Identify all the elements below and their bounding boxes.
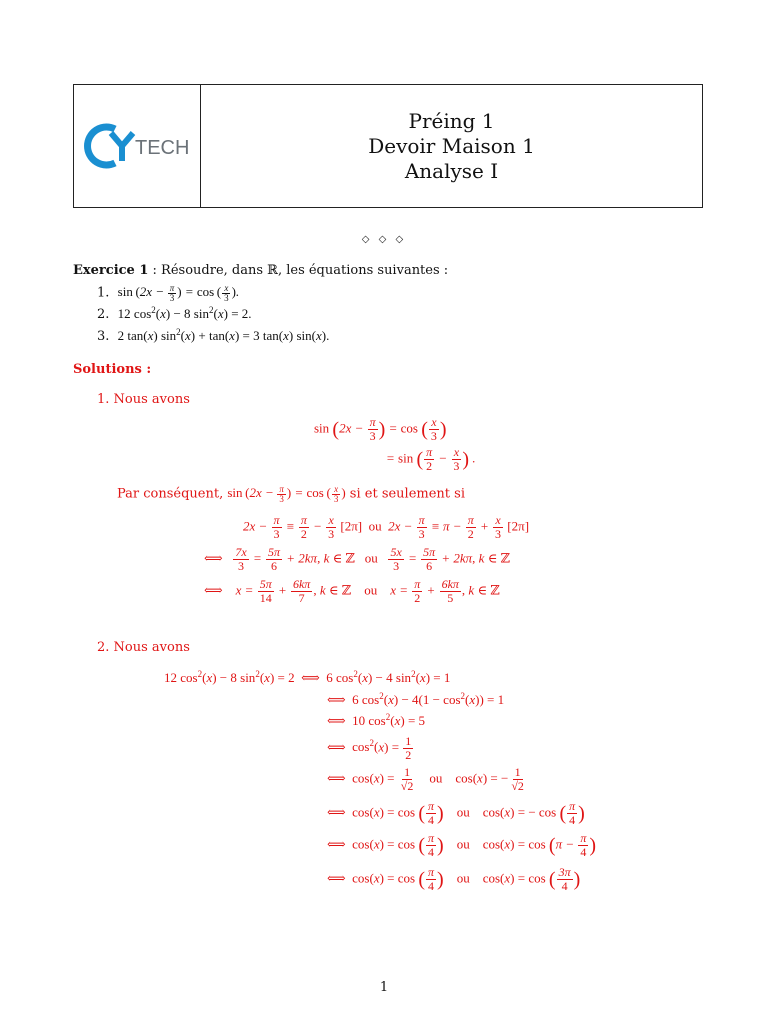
s1-consequence: Par conséquent, sin (2x − $\frac{\pi}{3}$ ) = cos ( $\frac{x}{3}$ ) si et seulement si xyxy=(117,484,465,504)
exercise-statement xyxy=(73,263,448,278)
s2-step-1: 12 $\cos^2(x) - 8$ $\sin^2(x) = 2$ ⟺ 6 $\cos^2(x) - 4$ $\sin^2(x) = 1$ xyxy=(164,669,451,685)
s2-step-2: ⟺ 6 $\cos^2(x) - 4(1 - \cos^2(x)) = 1$ xyxy=(327,691,505,707)
logo-tech-text: TECH xyxy=(135,137,190,159)
s2-step-3: ⟺ 10 $\cos^2(x) = 5$ xyxy=(327,712,426,728)
title-line-2: Devoir Maison 1 xyxy=(368,133,535,158)
separator: ◇ ◇ ◇ xyxy=(361,234,407,245)
logo-cell xyxy=(74,85,201,207)
s1-eq-line1: sin (2x − $\frac{\pi}{3}$ ) = cos ( $\frac{x}{3}$ ) xyxy=(314,415,447,443)
s2-step-4: ⟺ $\cos^2(x)$ = $\frac{1}{2}$ xyxy=(327,734,412,762)
s1-equivalence-line: ⟺ $\frac{7x}{3}$ = $\frac{5\pi}{6}$ + 2kπ, k ∈ ℤ ou $\frac{5x}{3}$ = $\frac{5\pi}{6}$ + 2kπ, k ∈ ℤ xyxy=(204,545,511,573)
s2-step-5: ⟺ cos(x) = $\frac{1}{√2}$ ou cos(x) = − $\frac{1}{√2}$ xyxy=(327,765,524,793)
title-line-3: Analyse I xyxy=(404,158,499,183)
s1-eq-line2: = sin ( $\frac{\pi}{2}$ − $\frac{x}{3}$ ) . xyxy=(386,445,476,473)
cytech-logo xyxy=(81,121,193,171)
s2-step-7: ⟺ cos(x) = cos ( $\frac{\pi}{4}$ ) ou cos(x) = cos (π − $\frac{\pi}{4}$ ) xyxy=(327,831,597,859)
exercise-text: : Résoudre, dans ℝ, les équations suivantes : xyxy=(148,263,449,278)
solutions-heading: Solutions : xyxy=(73,362,152,377)
header-box xyxy=(73,84,703,208)
s1-result-line: ⟺ x = $\frac{5\pi}{14}$ + $\frac{6k\pi}{7}$ , k ∈ ℤ ou x = $\frac{\pi}{2}$ + $\frac{6k\pi}{5}$ , k ∈ ℤ xyxy=(204,577,500,605)
title-line-1: Préing 1 xyxy=(408,108,495,133)
exercise-label: Exercice 1 xyxy=(73,263,149,278)
exercise-item-1: 1. sin (2x − $\frac{\pi}{3}$ ) = cos ( $\frac{x}{3}$ ). xyxy=(97,283,240,303)
solution-2-label: 2. Nous avons xyxy=(97,640,190,655)
s1-congruence-line: 2x − $\frac{\pi}{3}$ ≡ $\frac{\pi}{2}$ − $\frac{x}{3}$ [2π] ou 2x − $\frac{\pi}{3}$ ≡ π − $\frac{\pi}{2}$ + $\frac{x}{3}$ [2π] xyxy=(243,513,530,541)
solution-1-label: 1. Nous avons xyxy=(97,392,190,407)
exercise-item-2: 2. 12 $\cos^2(x) - 8$ $\sin^2(x) = 2$. xyxy=(97,305,252,322)
page-number: 1 xyxy=(379,980,389,995)
s2-step-6: ⟺ cos(x) = cos ( $\frac{\pi}{4}$ ) ou cos(x) = − cos ( $\frac{\pi}{4}$ ) xyxy=(327,799,585,827)
s2-step-8: ⟺ cos(x) = cos ( $\frac{\pi}{4}$ ) ou cos(x) = cos ( $\frac{3\pi}{4}$ ) xyxy=(327,865,581,893)
exercise-item-3: 3. 2 tan(x) $\sin^2(x) + \tan(x) = 3$ tan(x) sin(x). xyxy=(97,327,330,344)
title-cell xyxy=(201,85,702,207)
